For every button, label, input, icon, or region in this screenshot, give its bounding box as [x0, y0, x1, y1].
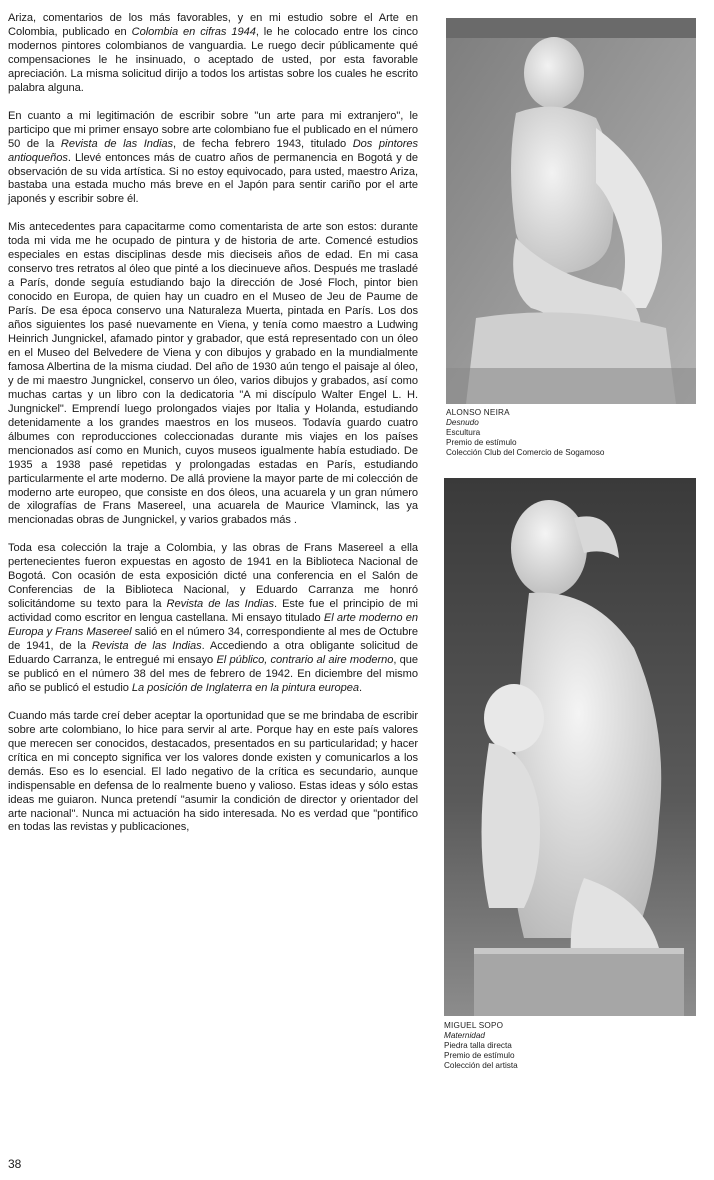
- body-text: , de fecha febrero 1943, titulado: [173, 137, 353, 150]
- caption-artist: MIGUEL SOPO: [444, 1021, 504, 1030]
- sculpture-photo-maternidad: [444, 478, 696, 1016]
- italic-title-text: Dos pintores antioqueños: [8, 137, 418, 164]
- body-text: . Llevé entonces más de cuatro años de permanencia en Bogotá y de observación de su vida artística. Si no estoy equivocado, para usted, maestro Ariza, bastaba una estada mucho más breve en el Japón para sentir cariño por el arte japonés y escribir sobre él.: [8, 151, 418, 206]
- caption-medium: Escultura: [446, 428, 481, 437]
- italic-title-text: El arte moderno en Europa y Frans Masereel: [8, 612, 419, 639]
- italic-title-text: Revista de las Indias: [166, 598, 274, 611]
- sculpture-desnudo-illustration: [446, 18, 696, 404]
- caption-collection: Colección del artista: [444, 1061, 518, 1070]
- paragraph-3: [8, 221, 418, 528]
- sculpture-maternidad-illustration: [444, 478, 696, 1016]
- caption-title: Desnudo: [446, 418, 479, 427]
- italic-title-text: Revista de las Indias: [91, 640, 202, 653]
- body-text: Ariza, comentarios de los más favorables, y en mi estudio sobre el Arte en Colombia, publicado en: [8, 12, 418, 38]
- body-text: . Este fue el principio de mi actividad como escritor en lengua castellana. Mi ensayo titulado: [8, 598, 418, 625]
- caption-medium: Piedra talla directa: [444, 1041, 512, 1050]
- body-text: En cuanto a mi legitimación de escribir sobre "un arte para mi extranjero", le participo que mi primer ensayo sobre arte colombiano fue el publicado en el número 50 de la: [8, 109, 418, 150]
- figure-caption-1: [446, 408, 604, 458]
- caption-award: Premio de estímulo: [446, 438, 517, 447]
- italic-title-text: Colombia en cifras 1944: [131, 25, 256, 38]
- body-text: , que se publicó en el número 38 del mes de febrero de 1942. En diciembre del mismo año se publicó el estudio: [8, 653, 418, 694]
- paragraph-4: [8, 542, 418, 695]
- paragraph-5: [8, 710, 418, 836]
- caption-artist: ALONSO NEIRA: [446, 408, 510, 417]
- page-number: 38: [8, 1157, 22, 1171]
- body-text: Mis antecedentes para capacitarme como comentarista de arte son estos: durante toda mi vida me he ocupado de pintura y de historia de arte. Comencé estudios especiales en estas disciplinas desde mis dieciseis años de edad. En mi casa conservo tres retratos al óleo que pinté a los diecinueve años. Después me trasladé a París, donde seguía estudiando bajo la dirección de José Floch, pintor bien conocido en Europa, de quien hay un cuadro en el Museo de Jeu de Paume de París. De esa época conservo una Naturaleza Muerta, pintada en París. Los dos años siguientes los pasé nuevamente en Viena, y tenía como maestro a Ludwing Heinrich Jungnickel, afamado pintor y grabador, que está representado con un óleo en el Museo del Belvedere de Viena y con dibujos y grabado en la mundialmente famosa Albertina de la misma ciudad. Del año de 1930 aún tengo el paisaje al óleo, y de mi maestro Jungnickel, conservo un óleo, varios dibujos y grabados, así como muchas cartas y un libro con la dedicatoria "A mi discípulo Walter Engel L. H. Jungnickel". Emprendí luego prolongados viajes por Italia y Holanda, estudiando detenidamente a los grandes maestros en los museos. Todavía guardo cuatro álbumes con reproducciones coleccionadas durante mis viajes en los países mencionados así como en Munich, cuyos museos igualmente había estudiado. De 1935 a 1938 pasé repetidas y prolongadas estadas en París, estudiando particularmente el arte moderno. De allá proviene la mayor parte de mi colección de moderno arte europeo, que consiste en dos óleos, una acuarela y un gran número de xilografías de Frans Masereel, una acuarela de Maurice Vlaminck, las ya mencionadas obras de Jungnickel, y varios grabados más .: [8, 221, 418, 527]
- paragraph-2: [8, 110, 418, 208]
- article-body: [8, 12, 418, 849]
- body-text: , le he colocado entre los cinco modernos pintores colombianos de vanguardia. Le ruego decir públicamente qué compensaciones le he insinuado, o aceptado de usted, por esta favorable apreciación. La misma solicitud dirijo a todos los artistas sobre los cuales he escrito palabra alguna.: [8, 25, 418, 94]
- body-text: .: [359, 681, 363, 694]
- caption-title: Maternidad: [444, 1031, 485, 1040]
- figure-caption-2: [444, 1021, 518, 1071]
- sculpture-photo-desnudo: [446, 18, 696, 404]
- body-text: salió en el número 34, correspondiente al mes de Octubre de 1941, de la: [8, 626, 418, 653]
- italic-title-text: El público, contrario al aire moderno: [216, 653, 394, 666]
- paragraph-1: [8, 12, 418, 96]
- caption-collection: Colección Club del Comercio de Sogamoso: [446, 448, 605, 457]
- body-text: Cuando más tarde creí deber aceptar la oportunidad que se me brindaba de escribir sobre arte colombiano, lo hice para servir al arte. Porque hay en este país valores que merecen ser conocidos, destacados, presentados en su particularidad; y hacer crítica en mi concepto significa ver los valores donde existen y comunicarlos a los demás. Eso es lo esencial. El lado negativo de la crítica es secundario, aunque indispensable en defensa de lo realmente bueno y valioso. Estas ideas y sólo estas ideas me guiaron. Nunca pretendí "asumir la condición de director y orientador del arte nacional". Nunca mi actuación ha sido interesada. No es verdad que "pontifico en todas las revistas y publicaciones,: [8, 709, 418, 834]
- caption-award: Premio de estímulo: [444, 1051, 515, 1060]
- body-text: . Accediendo a otra obligante solicitud de Eduardo Carranza, le entregué mi ensayo: [8, 640, 419, 666]
- body-text: Toda esa colección la traje a Colombia, y las obras de Frans Masereel a ella pertenecientes fueron expuestas en agosto de 1941 en la Biblioteca Nacional de Bogotá. Con ocasión de esta exposición dicté una conferencia en el Salón de Conferencias de la Biblioteca Nacional, y Eduardo Carranza me honró solicitándome su texto para la: [8, 542, 418, 611]
- italic-title-text: La posición de Inglaterra en la pintura europea: [131, 681, 359, 694]
- italic-title-text: Revista de las Indias: [60, 137, 174, 150]
